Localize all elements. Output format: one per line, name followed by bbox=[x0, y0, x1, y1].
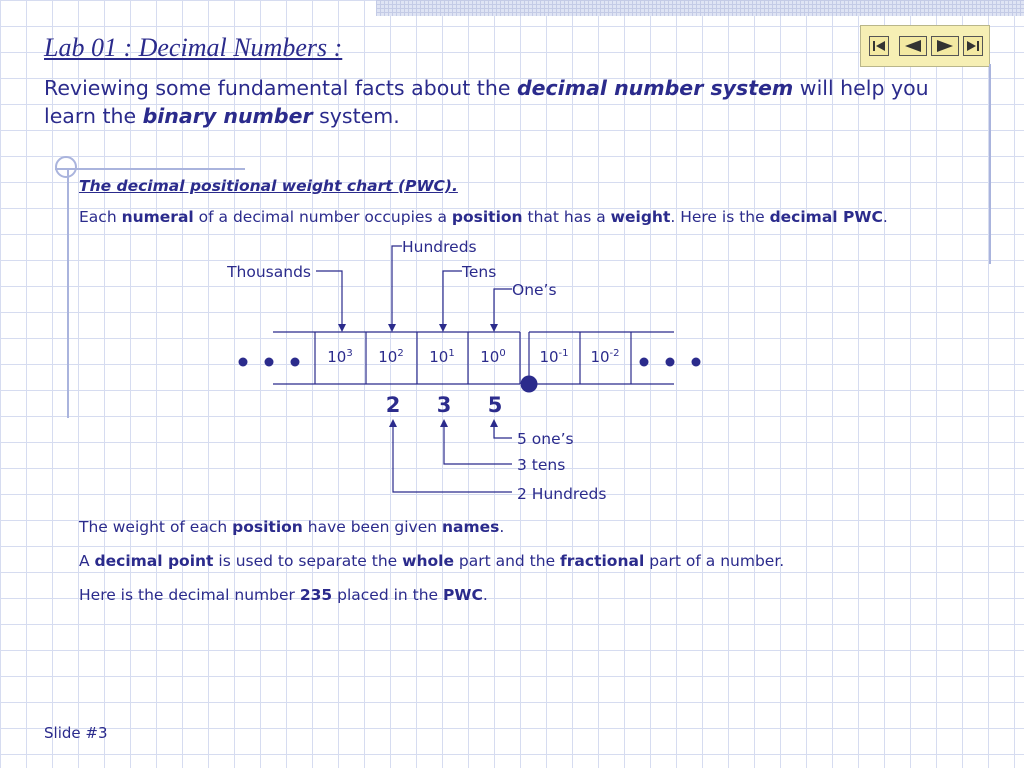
text-run: is used to separate the bbox=[213, 552, 403, 570]
label-thousands: Thousands bbox=[227, 263, 311, 281]
slide-title: Lab 01 : Decimal Numbers : bbox=[44, 33, 343, 62]
weight-cell-10-1 bbox=[429, 348, 454, 366]
term-numeral: numeral bbox=[121, 208, 194, 226]
text-run: . bbox=[882, 208, 888, 226]
weight-cell-10-0 bbox=[480, 348, 505, 366]
weight-base: 10 bbox=[429, 348, 449, 366]
text-run: part and the bbox=[453, 552, 561, 570]
term-whole: whole bbox=[402, 552, 454, 570]
slide-number: Slide #3 bbox=[44, 724, 108, 742]
decimal-point-text bbox=[79, 552, 784, 570]
digit-tens: 3 bbox=[436, 393, 452, 417]
weight-base: 10 bbox=[539, 348, 559, 366]
weight-exponent: 2 bbox=[397, 348, 404, 359]
text-run: of a decimal number occupies a bbox=[193, 208, 452, 226]
term-names: names bbox=[441, 518, 500, 536]
weight-exponent: 1 bbox=[448, 348, 455, 359]
intro-part3: system. bbox=[312, 104, 400, 128]
label-5-ones: 5 one’s bbox=[517, 430, 574, 448]
text-run: A bbox=[79, 552, 95, 570]
text-run: part of a number. bbox=[644, 552, 785, 570]
intro-part1: Reviewing some fundamental facts about the bbox=[44, 76, 517, 100]
term-position: position bbox=[451, 208, 523, 226]
weight-exponent: 0 bbox=[499, 348, 506, 359]
label-tens: Tens bbox=[462, 263, 497, 281]
weight-exponent: -1 bbox=[558, 348, 569, 359]
section-heading: The decimal positional weight chart (PWC). bbox=[79, 177, 458, 195]
digit-hundreds: 2 bbox=[385, 393, 401, 417]
intro-part2: will help you learn the bbox=[44, 76, 929, 128]
text-run: placed in the bbox=[332, 586, 444, 604]
term-weight: weight bbox=[610, 208, 671, 226]
intro-term-binary: binary number bbox=[142, 104, 313, 128]
weight-base: 10 bbox=[378, 348, 398, 366]
weight-base: 10 bbox=[327, 348, 347, 366]
text-run: . bbox=[499, 518, 505, 536]
label-hundreds: Hundreds bbox=[402, 238, 477, 256]
weight-cell-10-2 bbox=[378, 348, 403, 366]
text-run: . bbox=[482, 586, 488, 604]
weight-base: 10 bbox=[590, 348, 610, 366]
weight-cell-10-minus-1 bbox=[539, 348, 568, 366]
text-run: have been given bbox=[302, 518, 442, 536]
term-fractional: fractional bbox=[560, 552, 645, 570]
weight-cell-10-minus-2 bbox=[590, 348, 619, 366]
term-pwc: PWC bbox=[443, 586, 483, 604]
term-decimal-point: decimal point bbox=[94, 552, 214, 570]
text-run: Each bbox=[79, 208, 122, 226]
position-names-text bbox=[79, 518, 504, 536]
digit-ones: 5 bbox=[487, 393, 503, 417]
term-decimal-pwc: decimal PWC bbox=[769, 208, 883, 226]
weight-exponent: 3 bbox=[346, 348, 353, 359]
label-ones: One’s bbox=[512, 281, 557, 299]
weight-base: 10 bbox=[480, 348, 500, 366]
text-run: The weight of each bbox=[79, 518, 233, 536]
text-run: . Here is the bbox=[670, 208, 770, 226]
label-3-tens: 3 tens bbox=[517, 456, 566, 474]
term-position: position bbox=[232, 518, 303, 536]
weight-cell-10-3 bbox=[327, 348, 352, 366]
label-2-hundreds: 2 Hundreds bbox=[517, 485, 607, 503]
weight-exponent: -2 bbox=[609, 348, 620, 359]
text-run: that has a bbox=[522, 208, 611, 226]
intro-term-decimal: decimal number system bbox=[516, 76, 794, 100]
example-235-text bbox=[79, 586, 488, 604]
decimal-point-dot bbox=[521, 376, 538, 393]
text-run: Here is the decimal number bbox=[79, 586, 300, 604]
term-235: 235 bbox=[299, 586, 333, 604]
